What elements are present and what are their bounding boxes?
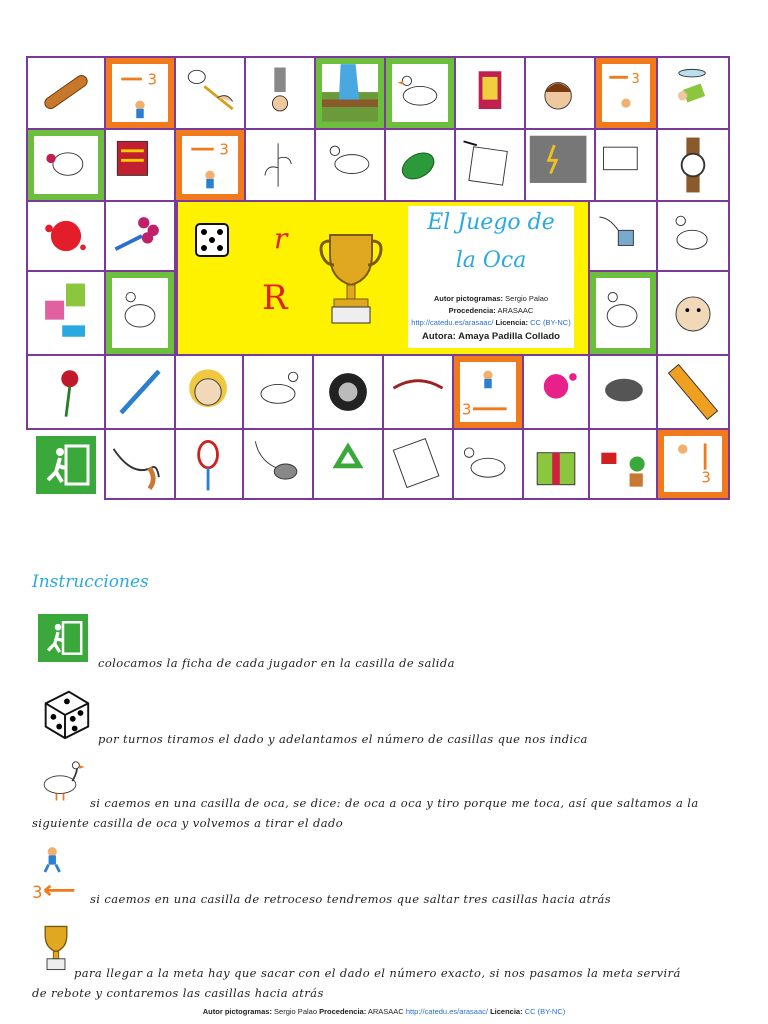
footer-link[interactable]: http://catedu.es/arasaac/ xyxy=(405,1007,488,1016)
letter-print: R xyxy=(262,278,288,318)
credit-source: Procedencia: ARASAAC xyxy=(448,306,534,315)
instruction-4: si caemos en una casilla de retroceso tendremos que saltar tres casillas hacia atrás xyxy=(90,892,612,906)
svg-text:3: 3 xyxy=(461,400,472,419)
cell-watering xyxy=(588,428,658,500)
credit-link[interactable]: http://catedu.es/arasaac/ xyxy=(411,318,494,327)
credit-license: http://catedu.es/arasaac/ Licencia: CC (BY-NC) xyxy=(411,318,571,327)
cell-rose xyxy=(26,354,106,430)
cell-storm xyxy=(524,128,596,202)
cell-cut-paper xyxy=(382,428,454,500)
cell-goose xyxy=(588,270,658,356)
cell-frog xyxy=(384,128,456,202)
cell-falling xyxy=(656,56,730,130)
cell-goose xyxy=(242,354,314,430)
cell-rolling-pin xyxy=(26,56,106,130)
cell-goose xyxy=(104,270,176,356)
cell-bread xyxy=(454,128,526,202)
start-exit-icon xyxy=(36,436,96,494)
back-three-number: 3 xyxy=(32,882,43,902)
cell-goose xyxy=(26,128,106,202)
cell-tail xyxy=(104,428,176,500)
footer-credits: Autor pictogramas: Sergio Palao Procedencia: ARASAAC http://catedu.es/arasaac/ Licencia: CC (BY-NC) xyxy=(202,1007,566,1016)
cell-back-3 xyxy=(594,56,658,130)
cell-back-3-last xyxy=(656,428,730,500)
cell-gift xyxy=(522,428,590,500)
svg-text:3: 3 xyxy=(219,140,229,159)
cell-plant xyxy=(244,128,316,202)
svg-text:3: 3 xyxy=(701,468,711,487)
goose-icon xyxy=(32,760,88,804)
cell-goose xyxy=(656,200,730,272)
instruction-5-line-2: de rebote y contaremos las casillas hacia atrás xyxy=(32,986,324,1000)
cell-back-3 xyxy=(104,56,176,130)
cell-rectangle xyxy=(594,128,658,202)
cell-mouse xyxy=(242,428,314,500)
cell-recycle xyxy=(312,428,384,500)
dice-icon xyxy=(36,684,94,742)
cell-goose xyxy=(314,128,386,202)
cell-waterfall xyxy=(314,56,386,130)
cell-back-3 xyxy=(174,128,246,202)
instruction-2: por turnos tiramos el dado y adelantamos el número de casillas que nos indica xyxy=(98,732,588,746)
instruction-1: colocamos la ficha de cada jugador en la casilla de salida xyxy=(98,656,455,670)
letter-cursive: r xyxy=(274,222,288,255)
cell-pour xyxy=(588,200,658,272)
cell-pen xyxy=(104,354,176,430)
title-card xyxy=(408,206,574,348)
title-line-1: El Juego de xyxy=(427,210,555,235)
cell-racket xyxy=(174,428,244,500)
cell-paint-splash xyxy=(522,354,590,430)
exit-icon xyxy=(38,614,88,662)
cell-ruler xyxy=(656,354,730,430)
dice-icon xyxy=(192,220,232,260)
instruction-3-line-2: siguiente casilla de oca y volvemos a tirar el dado xyxy=(32,816,344,830)
cell-wheel xyxy=(312,354,384,430)
author: Autora: Amaya Padilla Collado xyxy=(422,331,560,342)
back-three-icon xyxy=(32,842,78,902)
cell-watch xyxy=(656,128,730,202)
cell-back-3 xyxy=(452,354,524,430)
cell-jester xyxy=(454,56,526,130)
cell-goose xyxy=(384,56,456,130)
cell-abacus xyxy=(104,128,176,202)
cell-knot xyxy=(382,354,454,430)
svg-text:3: 3 xyxy=(147,70,157,89)
cell-face xyxy=(656,270,730,356)
instructions-heading: Instrucciones xyxy=(32,572,149,592)
cell-draw xyxy=(174,56,246,130)
cell-upside-down xyxy=(244,56,316,130)
cell-girl xyxy=(174,354,244,430)
title-line-2: la Oca xyxy=(455,248,527,273)
credit-pictos: Autor pictogramas: Sergio Palao xyxy=(433,294,549,303)
instruction-5-line-1: para llegar a la meta hay que sacar con el dado el número exacto, si nos pasamos la meta servirá xyxy=(74,966,681,980)
cell-goose xyxy=(452,428,524,500)
cell-head xyxy=(524,56,596,130)
cell-clothes xyxy=(26,270,106,356)
cell-animal xyxy=(588,354,658,430)
svg-text:3: 3 xyxy=(631,71,640,87)
instruction-3-line-1: si caemos en una casilla de oca, se dice: de oca a oca y tiro porque me toca, así que saltamos a la xyxy=(90,796,699,810)
cell-flowers xyxy=(104,200,176,272)
cell-stain xyxy=(26,200,106,272)
trophy-icon xyxy=(316,220,386,338)
trophy-icon xyxy=(38,922,74,974)
